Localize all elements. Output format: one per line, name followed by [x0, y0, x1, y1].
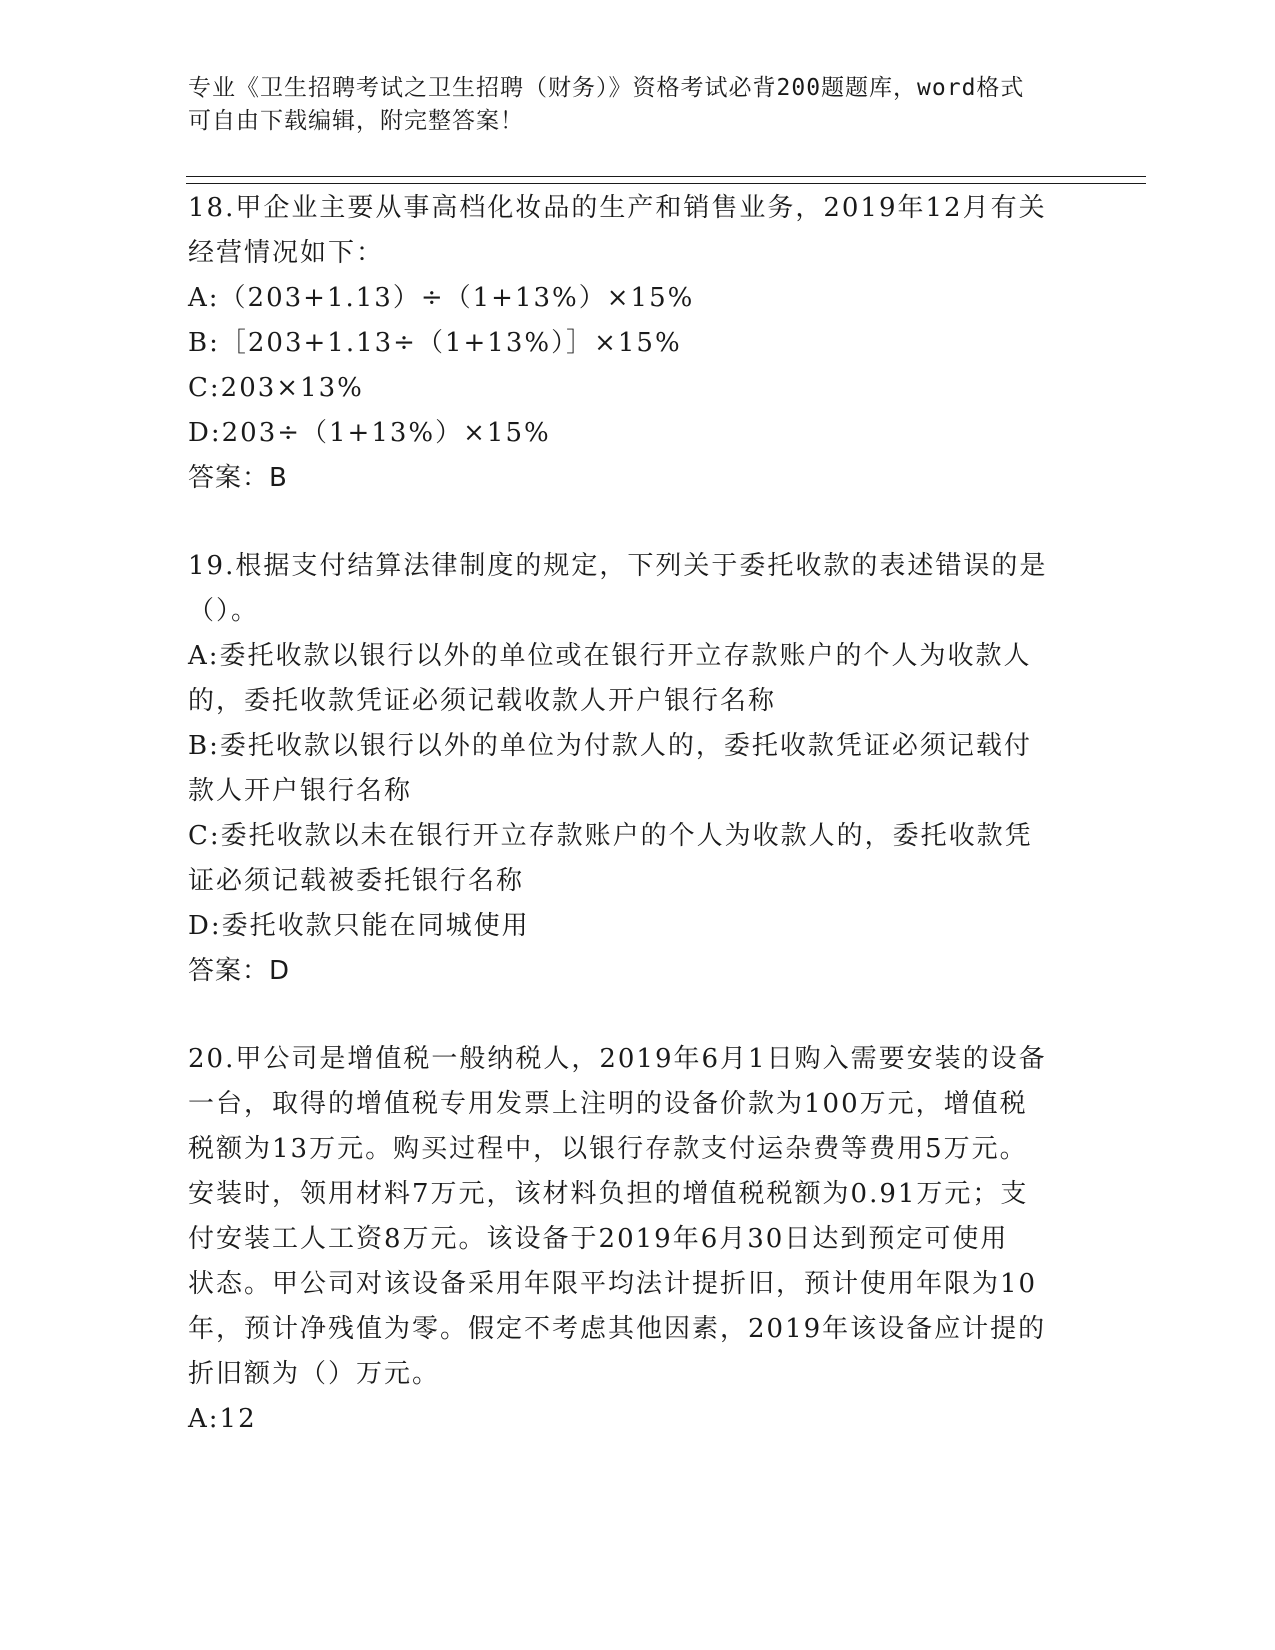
option-a: A:12 [188, 1404, 257, 1434]
question-list [188, 186, 1078, 1442]
question-stem-line: 折旧额为（）万元。 [188, 1359, 441, 1389]
option-a: A:委托收款以银行以外的单位或在银行开立存款账户的个人为收款人 [188, 641, 1032, 671]
header-line-1: 专业《卫生招聘考试之卫生招聘（财务）》资格考试必背200题题库，word格式 [188, 75, 1025, 101]
question-stem-line: 经营情况如下： [188, 238, 385, 268]
question-stem-line: 19.根据支付结算法律制度的规定，下列关于委托收款的表述错误的是 [188, 551, 1048, 581]
question-spacer [188, 994, 1078, 1037]
question-20 [188, 1037, 1078, 1442]
question-stem-line: 安装时，领用材料7万元，该材料负担的增值税税额为0.91万元；支 [188, 1179, 1029, 1209]
option-b: B:［203+1.13÷（1+13%）］×15% [188, 328, 682, 358]
header-line-2: 可自由下载编辑，附完整答案！ [188, 108, 524, 134]
option-c-continued: 证必须记载被委托银行名称 [188, 866, 525, 896]
question-18 [188, 186, 1078, 501]
header-double-rule [186, 176, 1146, 184]
question-spacer [188, 501, 1078, 544]
question-stem-line: 18.甲企业主要从事高档化妆品的生产和销售业务，2019年12月有关 [188, 193, 1047, 223]
question-stem-line: 付安装工人工资8万元。该设备于2019年6月30日达到预定可使用 [188, 1224, 1009, 1254]
option-d: D:委托收款只能在同城使用 [188, 911, 530, 941]
option-a-continued: 的，委托收款凭证必须记载收款人开户银行名称 [188, 686, 777, 716]
question-19 [188, 544, 1078, 994]
option-d: D:203÷（1+13%）×15% [188, 418, 551, 448]
option-c: C:委托收款以未在银行开立存款账户的个人为收款人的，委托收款凭 [188, 821, 1033, 851]
option-a: A:（203+1.13）÷（1+13%）×15% [188, 283, 695, 313]
answer-line: 答案：D [188, 956, 291, 986]
answer-line: 答案：B [188, 463, 288, 493]
option-c: C:203×13% [188, 373, 364, 403]
question-stem-line: 一台，取得的增值税专用发票上注明的设备价款为100万元，增值税 [188, 1089, 1028, 1119]
option-b: B:委托收款以银行以外的单位为付款人的，委托收款凭证必须记载付 [188, 731, 1032, 761]
question-stem-line: 20.甲公司是增值税一般纳税人，2019年6月1日购入需要安装的设备 [188, 1044, 1047, 1074]
question-stem-line: 状态。甲公司对该设备采用年限平均法计提折旧，预计使用年限为10 [188, 1269, 1038, 1299]
question-stem-line: 税额为13万元。购买过程中，以银行存款支付运杂费等费用5万元。 [188, 1134, 1028, 1164]
document-header [188, 72, 1088, 138]
option-b-continued: 款人开户银行名称 [188, 776, 413, 806]
question-stem-line: 年，预计净残值为零。假定不考虑其他因素，2019年该设备应计提的 [188, 1314, 1047, 1344]
question-stem-line: （）。 [188, 596, 260, 626]
